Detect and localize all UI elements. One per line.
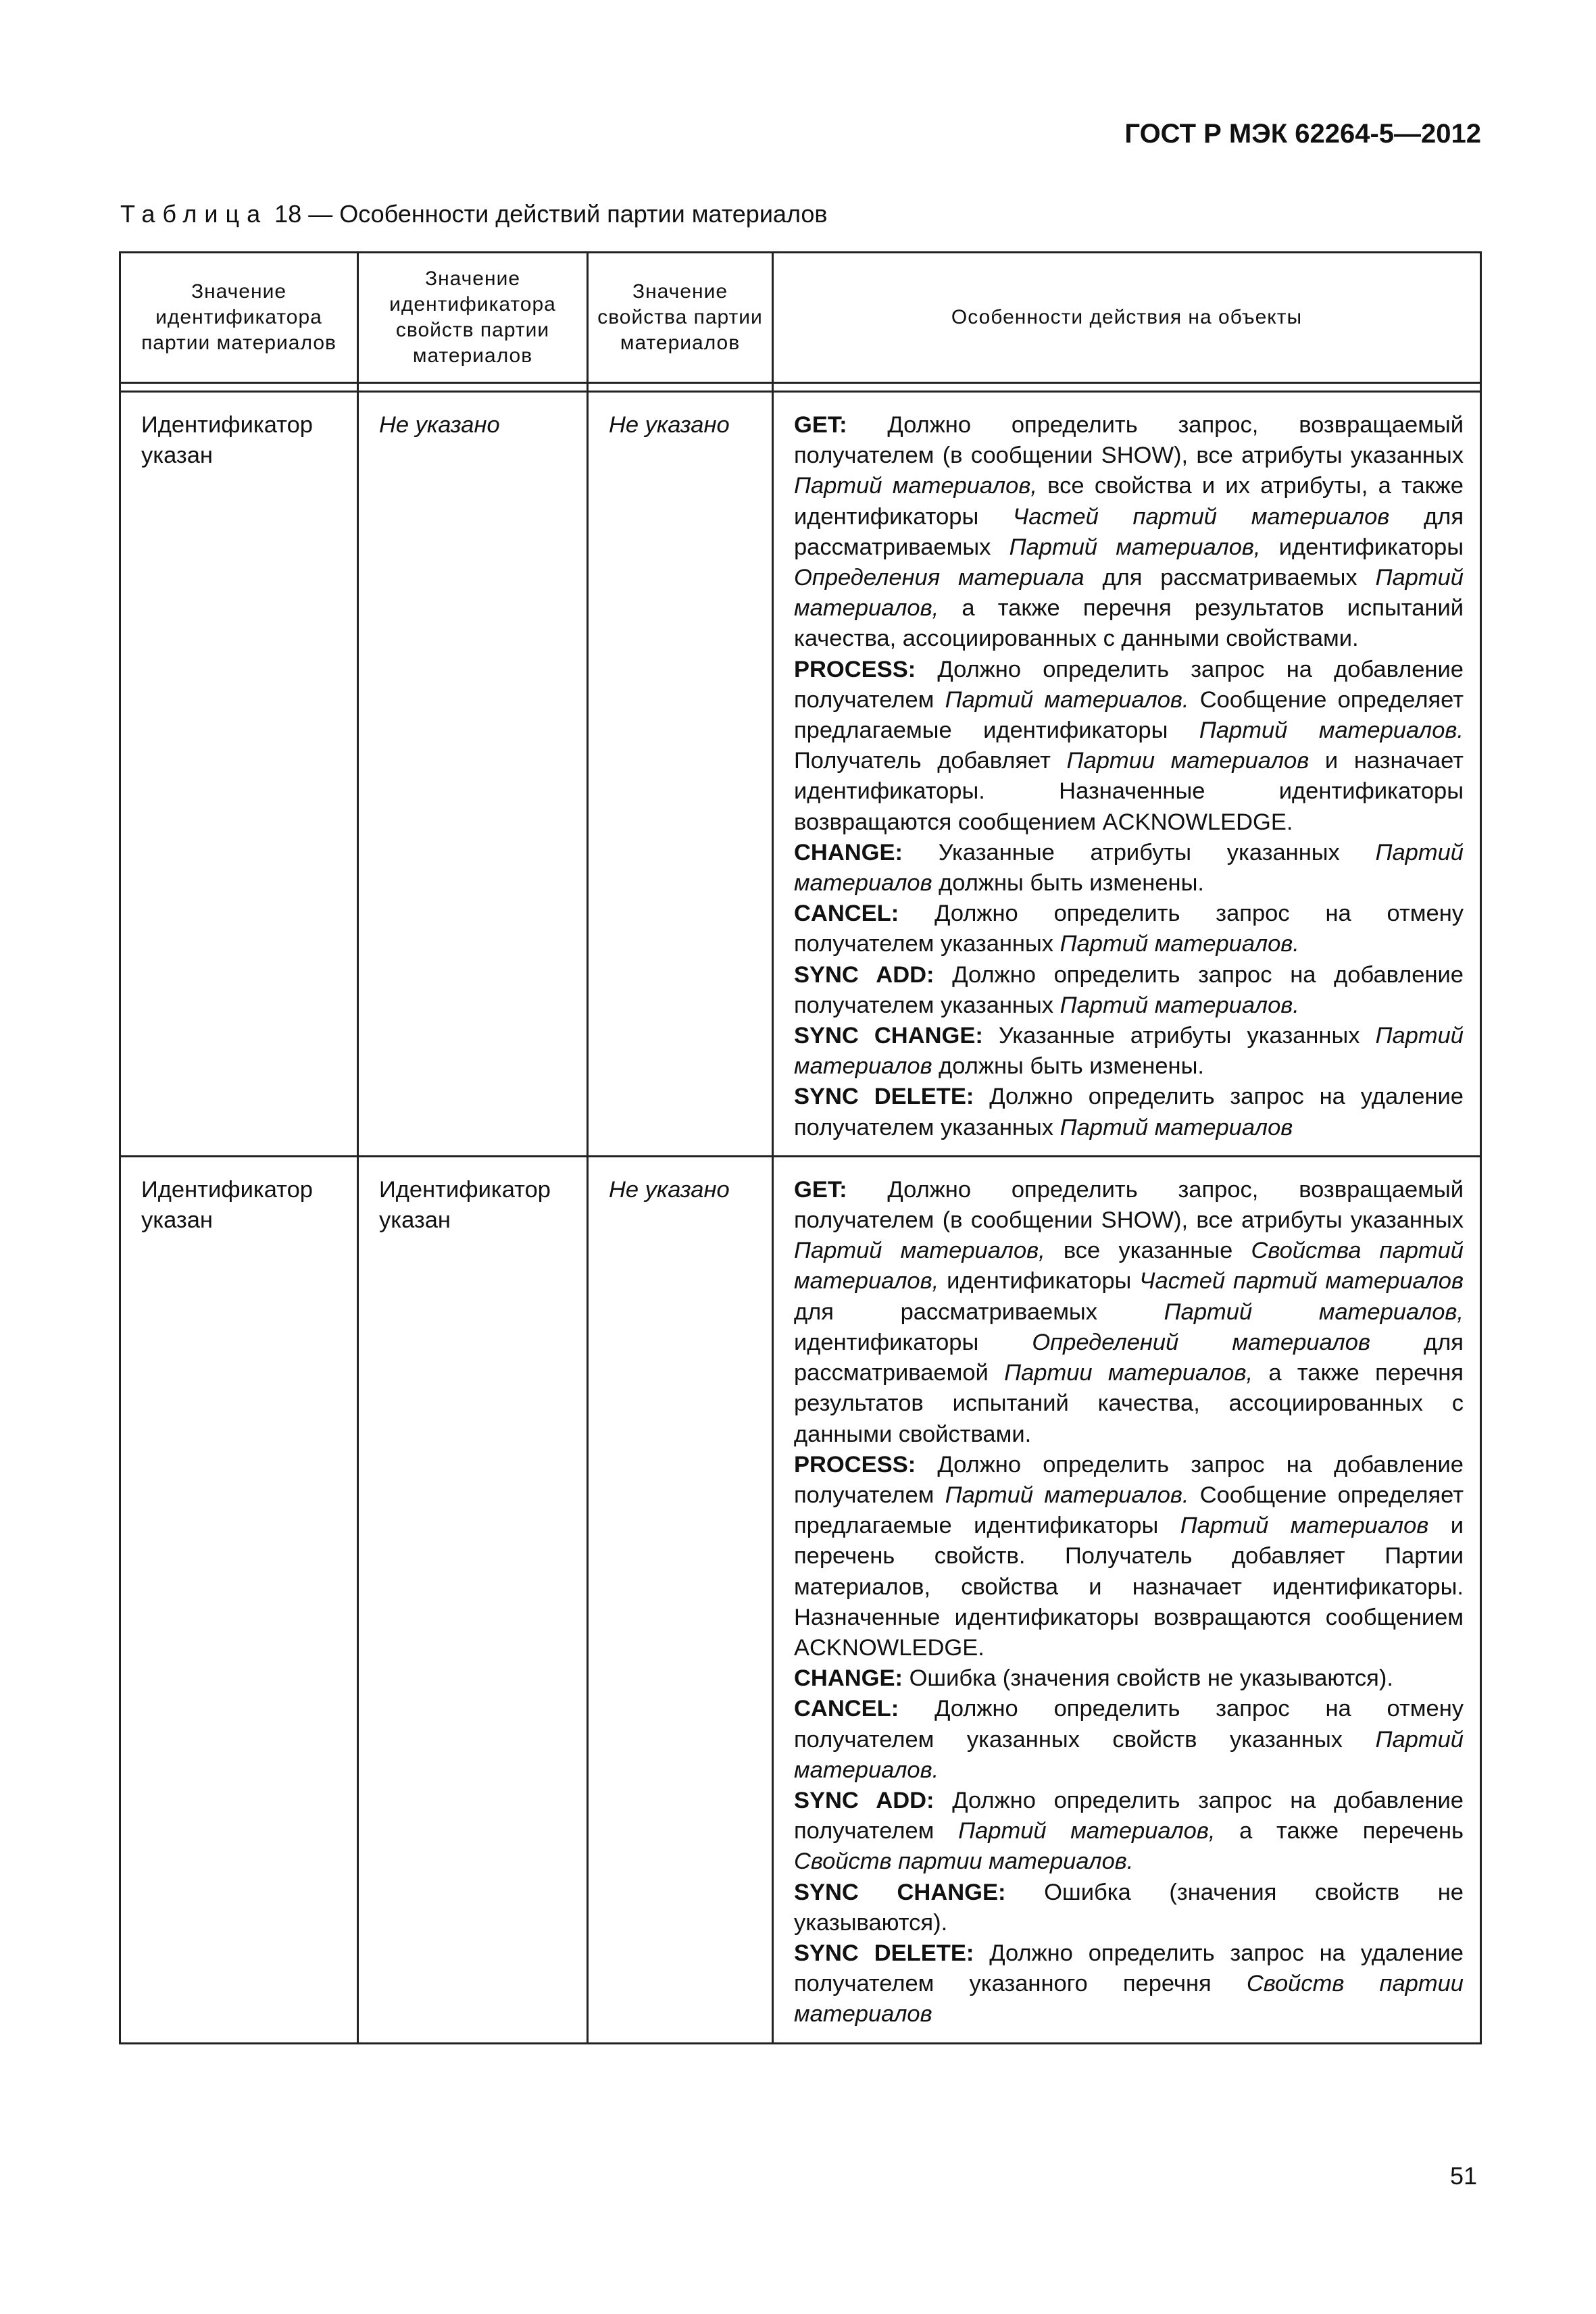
action-text: для рассматриваемой <box>794 1329 1464 1386</box>
table-caption <box>120 200 828 228</box>
action-text: Ошибка (значения свойств не указываются). <box>794 1879 1464 1936</box>
action-text: Должно определить запрос на добавление получателем <box>794 1787 1464 1844</box>
action-entry <box>794 1450 1464 1663</box>
action-text: Должно определить запрос на удаление получателем указанного перечня <box>794 1940 1464 1997</box>
caption-label: Таблица <box>120 200 268 228</box>
cell-property-value: Не указано <box>588 1156 773 2043</box>
action-text: все свойства и их атрибуты, а также идентификаторы <box>794 473 1464 530</box>
table-row <box>120 392 1481 1157</box>
action-text: идентификаторы <box>939 1268 1140 1294</box>
action-text: Указанные атрибуты указанных <box>903 839 1376 865</box>
action-text: для рассматриваемых <box>1084 565 1376 591</box>
action-text: Указанные атрибуты указанных <box>982 1023 1376 1049</box>
action-entry <box>794 1878 1464 1938</box>
action-text: для рассматриваемых <box>794 1299 1164 1325</box>
action-text: Ошибка (значения свойств не указываются). <box>903 1665 1393 1692</box>
action-keyword: SYNC CHANGE: <box>794 1023 983 1049</box>
action-text: для рассматриваемых <box>794 503 1464 560</box>
action-keyword: SYNC ADD: <box>794 1787 934 1813</box>
cell-action-features <box>773 392 1481 1157</box>
action-entry <box>794 655 1464 838</box>
action-term: Партий материалов. <box>794 1726 1464 1783</box>
action-text: а также перечень <box>1215 1818 1464 1844</box>
action-term: Партий материалов <box>794 1023 1464 1080</box>
caption-title: — Особенности действий партии материалов <box>308 200 828 228</box>
action-term: Партий материалов, <box>1164 1299 1464 1325</box>
standard-code: ГОСТ Р МЭК 62264-5—2012 <box>1124 119 1481 149</box>
action-text: должны быть изменены. <box>932 1053 1204 1080</box>
action-keyword: CHANGE: <box>794 1665 903 1692</box>
header-property-id: Значение идентификатора свойств партии материалов <box>358 253 588 383</box>
action-text: Сообщение определяет предлагаемые идентификаторы <box>794 686 1464 744</box>
action-text: Должно определить запрос на удаление получателем указанных <box>794 1084 1464 1140</box>
cell-property-id: Идентификатор указан <box>358 1156 588 2043</box>
action-term: Партий материалов. <box>1199 718 1464 744</box>
action-entry <box>794 1694 1464 1786</box>
action-keyword: CANCEL: <box>794 901 899 927</box>
action-text: а также перечня результатов испытаний качества, ассоциированных с данными свойствами. <box>794 1360 1464 1447</box>
table-row <box>120 1156 1481 2043</box>
action-keyword: SYNC ADD: <box>794 961 934 988</box>
action-text: Сообщение определяет предлагаемые идентификаторы <box>794 1482 1464 1539</box>
action-text: Должно определить запрос, возвращаемый получателем (в сообщении SHOW), все атрибуты указанных <box>794 412 1464 469</box>
action-text: и назначает идентификаторы. Назначенные идентификаторы возвращаются сообщением ACKNOWLEDGE. <box>794 748 1464 835</box>
action-term: Партий материалов. <box>945 1482 1189 1508</box>
action-text: Должно определить запрос на отмену получателем указанных свойств указанных <box>794 1696 1464 1753</box>
action-keyword: SYNC CHANGE: <box>794 1879 1006 1905</box>
action-entry <box>794 899 1464 959</box>
action-term: Свойства партий материалов, <box>794 1238 1464 1294</box>
action-term: Партий материалов <box>1180 1513 1429 1539</box>
action-term: Партий материалов, <box>794 473 1037 499</box>
action-keyword: PROCESS: <box>794 656 916 682</box>
action-keyword: GET: <box>794 412 847 438</box>
action-term: Партий материалов. <box>1059 992 1299 1018</box>
page-number: 51 <box>1449 2162 1477 2190</box>
action-entry <box>794 1082 1464 1142</box>
action-entry <box>794 1663 1464 1694</box>
action-term: Партии материалов <box>1066 748 1310 774</box>
action-text: Должно определить запрос на добавление получателем указанных <box>794 961 1464 1018</box>
cell-property-id: Не указано <box>358 392 588 1157</box>
action-text: Должно определить запрос на отмену получателем указанных <box>794 901 1464 957</box>
action-term: Партий материалов <box>1059 1114 1293 1140</box>
action-text: должны быть изменены. <box>932 870 1204 897</box>
action-term: Партий материалов, <box>794 1238 1045 1264</box>
cell-action-features <box>773 1156 1481 2043</box>
action-term: Партий материалов. <box>945 686 1189 713</box>
action-entry <box>794 1175 1464 1450</box>
action-keyword: GET: <box>794 1176 847 1203</box>
action-text: идентификаторы <box>794 1329 1032 1355</box>
table-header-row <box>120 253 1481 383</box>
cell-lot-id: Идентификатор указан <box>120 392 358 1157</box>
action-term: Свойств партии материалов. <box>794 1848 1134 1875</box>
header-property-value: Значение свойства партии материалов <box>588 253 773 383</box>
action-term: Партий материалов, <box>958 1818 1216 1844</box>
action-text: Должно определить запрос на добавление получателем <box>794 656 1464 713</box>
action-entry <box>794 410 1464 655</box>
action-keyword: PROCESS: <box>794 1451 916 1478</box>
action-keyword: SYNC DELETE: <box>794 1084 974 1110</box>
action-term: Определений материалов <box>1032 1329 1370 1355</box>
action-keyword: CHANGE: <box>794 839 903 865</box>
action-term: Партии материалов, <box>1004 1360 1253 1386</box>
action-term: Определения материала <box>794 565 1084 591</box>
action-term: Свойств партии материалов <box>794 1971 1464 2028</box>
action-term: Партий материалов, <box>794 565 1464 622</box>
header-separator <box>120 383 1481 392</box>
caption-number: 18 <box>274 200 302 228</box>
action-entry <box>794 1786 1464 1878</box>
action-text: а также перечня результатов испытаний качества, ассоциированных с данными свойствами. <box>794 595 1464 652</box>
cell-property-value: Не указано <box>588 392 773 1157</box>
cell-lot-id: Идентификатор указан <box>120 1156 358 2043</box>
action-text: Должно определить запрос, возвращаемый получателем (в сообщении SHOW), все атрибуты указанных <box>794 1176 1464 1234</box>
action-entry <box>794 838 1464 899</box>
action-text: Должно определить запрос на добавление получателем <box>794 1451 1464 1508</box>
action-keyword: CANCEL: <box>794 1696 899 1722</box>
action-text: все указанные <box>1045 1238 1251 1264</box>
header-lot-id: Значение идентификатора партии материалов <box>120 253 358 383</box>
action-text: идентификаторы <box>1260 534 1464 560</box>
action-term: Партий материалов. <box>1059 931 1299 957</box>
action-keyword: SYNC DELETE: <box>794 1940 974 1966</box>
action-text: и перечень свойств. Получатель добавляет Партии материалов, свойства и назначает идентификаторы. Назначенные идентификаторы возвращаются сообщением ACKNOWLEDGE. <box>794 1513 1464 1661</box>
actions-table <box>119 251 1482 2044</box>
action-term: Партий материалов, <box>1009 534 1261 560</box>
action-term: Частей партий материалов <box>1012 503 1390 530</box>
action-entry <box>794 1021 1464 1082</box>
action-term: Партий материалов <box>794 839 1464 897</box>
action-term: Частей партий материалов <box>1139 1268 1464 1294</box>
action-entry <box>794 960 1464 1021</box>
action-entry <box>794 1938 1464 2030</box>
header-action-features: Особенности действия на объекты <box>773 253 1481 383</box>
action-text: Получатель добавляет <box>794 748 1067 774</box>
